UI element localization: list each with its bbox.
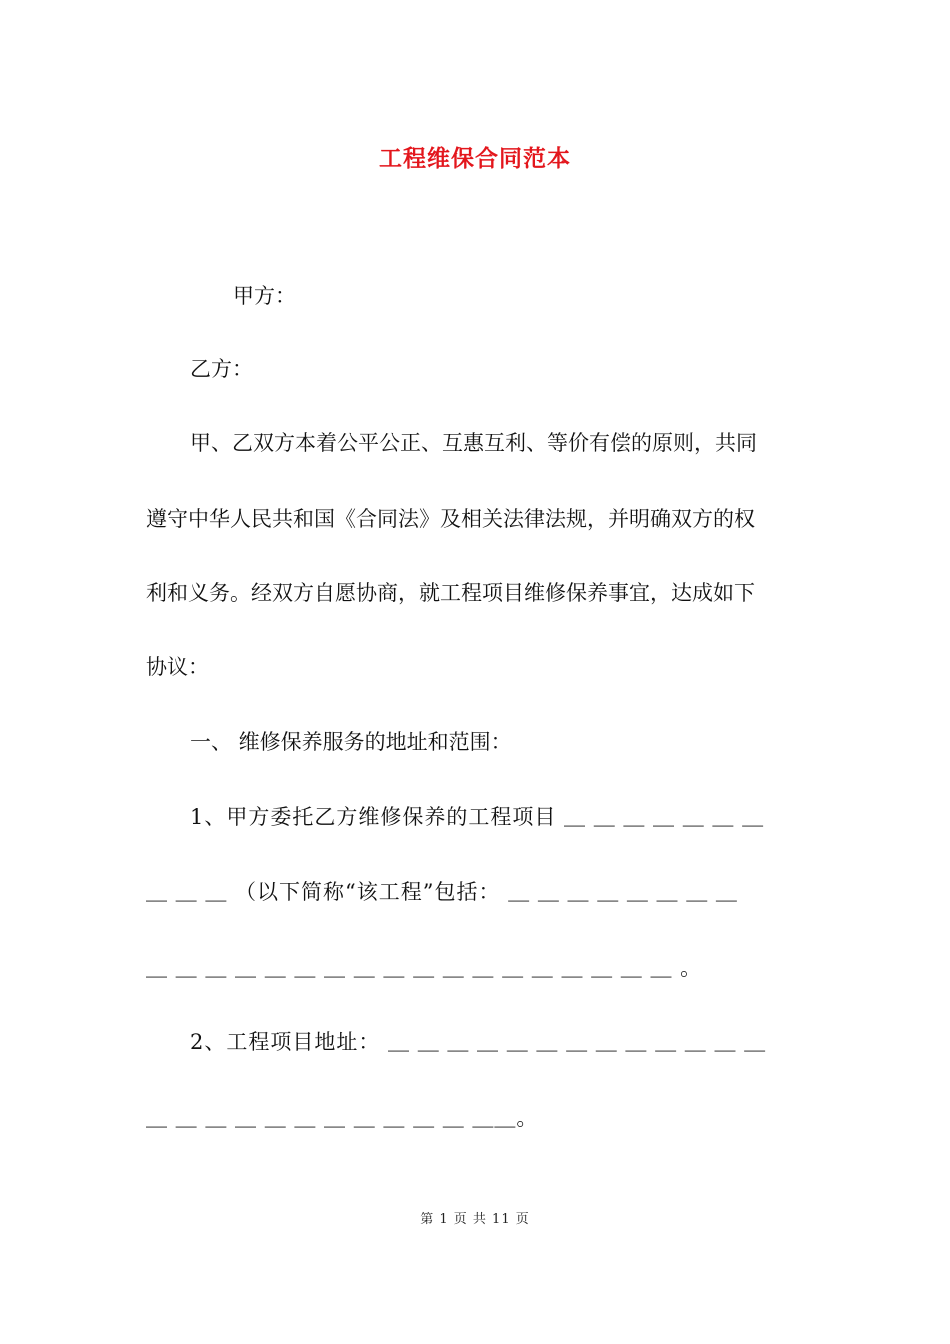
party-b-label: 乙方： xyxy=(190,357,253,381)
section-1-heading: 一、 维修保养服务的地址和范围： xyxy=(190,730,512,754)
intro-line-2: 遵守中华人民共和国《合同法》及相关法律法规，并明确双方的权 xyxy=(146,507,755,531)
document-title: 工程维保合同范本 xyxy=(379,145,571,172)
intro-line-3: 利和义务。经双方自愿协商，就工程项目维修保养事宜，达成如下 xyxy=(146,581,755,605)
party-a-label: 甲方： xyxy=(233,284,296,308)
item-1-line-1: 1、甲方委托乙方维修保养的工程项目 ＿ ＿ ＿ ＿ ＿ ＿ ＿ xyxy=(190,805,765,829)
item-2-line-2: ＿ ＿ ＿ ＿ ＿ ＿ ＿ ＿ ＿ ＿ ＿ ＿＿。 xyxy=(146,1106,539,1130)
intro-line-1: 甲、乙双方本着公平公正、互惠互利、等价有偿的原则，共同 xyxy=(190,431,757,455)
item-1-line-3: ＿ ＿ ＿ ＿ ＿ ＿ ＿ ＿ ＿ ＿ ＿ ＿ ＿ ＿ ＿ ＿ ＿ ＿ 。 xyxy=(146,956,703,980)
page-number-footer: 第 1 页 共 11 页 xyxy=(420,1212,530,1227)
intro-line-4: 协议： xyxy=(146,655,209,679)
item-1-line-2: ＿ ＿ ＿ （以下简称“该工程”包括： ＿ ＿ ＿ ＿ ＿ ＿ ＿ ＿ xyxy=(146,880,738,904)
item-2-line-1: 2、工程项目地址： ＿ ＿ ＿ ＿ ＿ ＿ ＿ ＿ ＿ ＿ ＿ ＿ ＿ xyxy=(190,1030,767,1054)
